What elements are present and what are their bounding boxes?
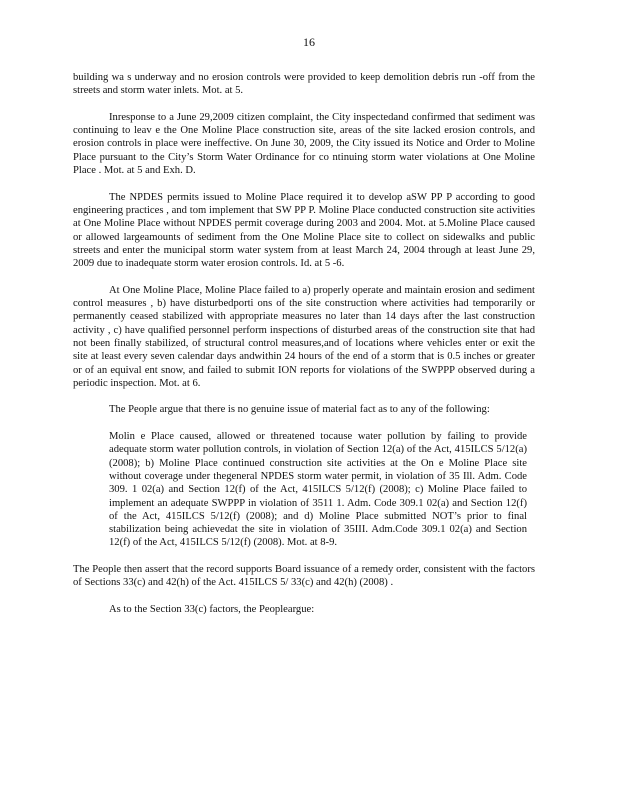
paragraph-citizen-complaint: Inresponse to a June 29,2009 citizen complaint, the City inspectedand confirmed that sediment was continuing to leav e the One Moline Place construction site, areas of the site lacked erosion controls, and erosion controls in place were ineffective. On June 30, 2009, the City issued its Notice and Order to Moline Place pursuant to the City’s Storm Water Ordinance for co ntinuing storm water violations at One Moline Place . Mot. at 5 and Exh. D.	[73, 111, 535, 177]
paragraph-npdes-permits: The NPDES permits issued to Moline Place required it to develop aSW PP P according to good engineering practices , and tom implement that SW PP P. Moline Place conducted construction site activities at One Moline Place without NPDES permit coverage during 2003 and 2004. Mot. at 5.Moline Place caused or allowed largeamounts of sediment from the One Moline Place site to collect on sidewalks and public streets and enter the municipal storm water system from at least March 24, 2004 through at least June 29, 2009 due to inadequate storm water erosion controls. Id. at 5 -6.	[73, 191, 535, 270]
paragraph-section-33c: As to the Section 33(c) factors, the Peopleargue:	[109, 603, 315, 615]
document-body	[73, 71, 535, 616]
paragraph-demolition-debris: building wa s underway and no erosion controls were provided to keep demolition debris run -off from the streets and storm water inlets. Mot. at 5.	[73, 72, 535, 97]
paragraph-failures-list: At One Moline Place, Moline Place failed to a) properly operate and maintain erosion and sediment control measures , b) have disturbedporti ons of the site construction where activities had temporarily or permanently ceased stabilized with appropriate measures no later than 14 days after the last construction activity , c) have qualified personnel perform inspections of disturbed areas of the construction site that had not been finally stabilized, of structural control measures,and of locations where vehicles enter or exit the site at least every seven calendar days andwithin 24 hours of the end of a storm that is 0.5 inches or greater or of an equival ent snow, and failed to submit ION reports for violations of the SWPPP observed during a periodic inspection. Mot. at 6.	[73, 284, 535, 389]
paragraph-remedy-order: The People then assert that the record supports Board issuance of a remedy order, consistent with the factors of Sections 33(c) and 42(h) of the Act. 415ILCS 5/ 33(c) and 42(h) (2008) .	[73, 563, 535, 589]
block-quote-violations: Molin e Place caused, allowed or threatened tocause water pollution by failing to provide adequate storm water pollution controls, in violation of Section 12(a) of the Act, 415ILCS 5/12(a)(2008); b) Moline Place continued construction site activities at the On e Moline Place site without coverage under thegeneral NPDES storm water permit, in violation of 35 Ill. Adm. Code 309. 1 02(a) and Section 12(f) of the Act, 415ILCS 5/12(f) (2008); c) Moline Place failed to implement an adequate SWPPP in violation of 3511 1. Adm. Code 309.1 02(a) and Section 12(f) of the Act, 415ILCS 5/12(f) (2008); and d) Moline Place submitted NOT’s prior to final stabilization being achievedat the site in violation of 35III. Adm.Code 309.1 02(a) and Section 12(f) of the Act, 415ILCS 5/12(f) (2008). Mot. at 8-9.	[109, 431, 527, 549]
paragraph-people-argue: The People argue that there is no genuine issue of material fact as to any of the following:	[109, 404, 490, 416]
page-number: 16	[303, 35, 315, 49]
